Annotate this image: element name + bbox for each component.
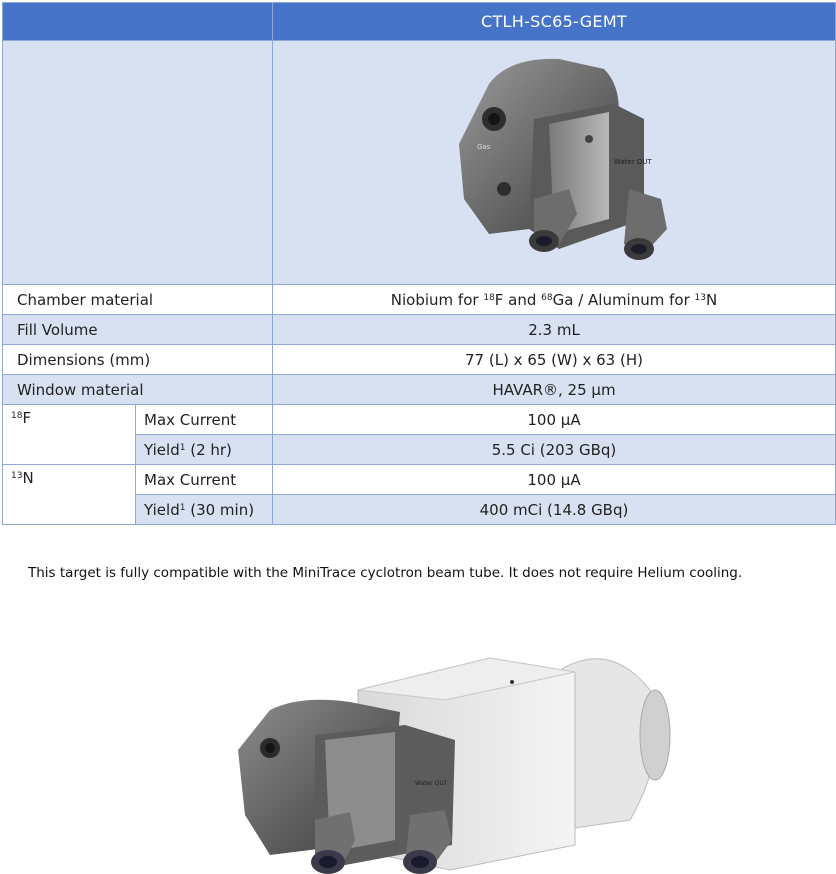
dimensions-label: Dimensions (mm) — [3, 345, 273, 375]
f18-current-row — [3, 405, 836, 435]
f18-yield-value: 5.5 Ci (203 GBq) — [273, 435, 836, 465]
header-blank-cell — [3, 3, 273, 41]
f18-isotope: $^{18}$F — [3, 405, 136, 465]
chamber-value: Niobium for $^{18}$F and $^{68}$Ga / Aluminum for $^{13}$N — [273, 285, 836, 315]
image-blank-cell — [3, 41, 273, 285]
spec-table — [2, 2, 836, 525]
fill-value: 2.3 mL — [273, 315, 836, 345]
water-out-label: Water OUT — [614, 157, 652, 166]
dimensions-row — [3, 345, 836, 375]
n13-isotope: $^{13}$N — [3, 465, 136, 525]
window-row — [3, 375, 836, 405]
window-value: HAVAR®, 25 µm — [273, 375, 836, 405]
window-label: Window material — [3, 375, 273, 405]
fitting-left — [311, 812, 355, 874]
chamber-label: Chamber material — [3, 285, 273, 315]
f18-yield-label: Yield$^1$ (2 hr) — [136, 435, 273, 465]
n13-current-row — [3, 465, 836, 495]
n13-current-label: Max Current — [136, 465, 273, 495]
f18-current-label: Max Current — [136, 405, 273, 435]
image-row — [3, 41, 836, 285]
dimensions-value: 77 (L) x 65 (W) x 63 (H) — [273, 345, 836, 375]
n13-yield-value: 400 mCi (14.8 GBq) — [273, 495, 836, 525]
water-fitting-right — [624, 189, 667, 260]
gas-label: Gas — [477, 142, 491, 151]
fill-row — [3, 315, 836, 345]
f18-current-value: 100 µA — [273, 405, 836, 435]
fill-label: Fill Volume — [3, 315, 273, 345]
compatibility-note: This target is fully compatible with the MiniTrace cyclotron beam tube. It does not require Helium cooling. — [28, 565, 743, 581]
n13-current-value: 100 µA — [273, 465, 836, 495]
target-photo — [429, 49, 679, 279]
target-assembly-photo — [230, 640, 680, 874]
n13-yield-label: Yield$^1$ (30 min) — [136, 495, 273, 525]
product-title: CTLH-SC65-GEMT — [273, 3, 836, 41]
chamber-row — [3, 285, 836, 315]
target-photo-cell — [273, 41, 836, 285]
water-out-label-assembly: Water OUT — [415, 780, 448, 787]
header-row — [3, 3, 836, 41]
